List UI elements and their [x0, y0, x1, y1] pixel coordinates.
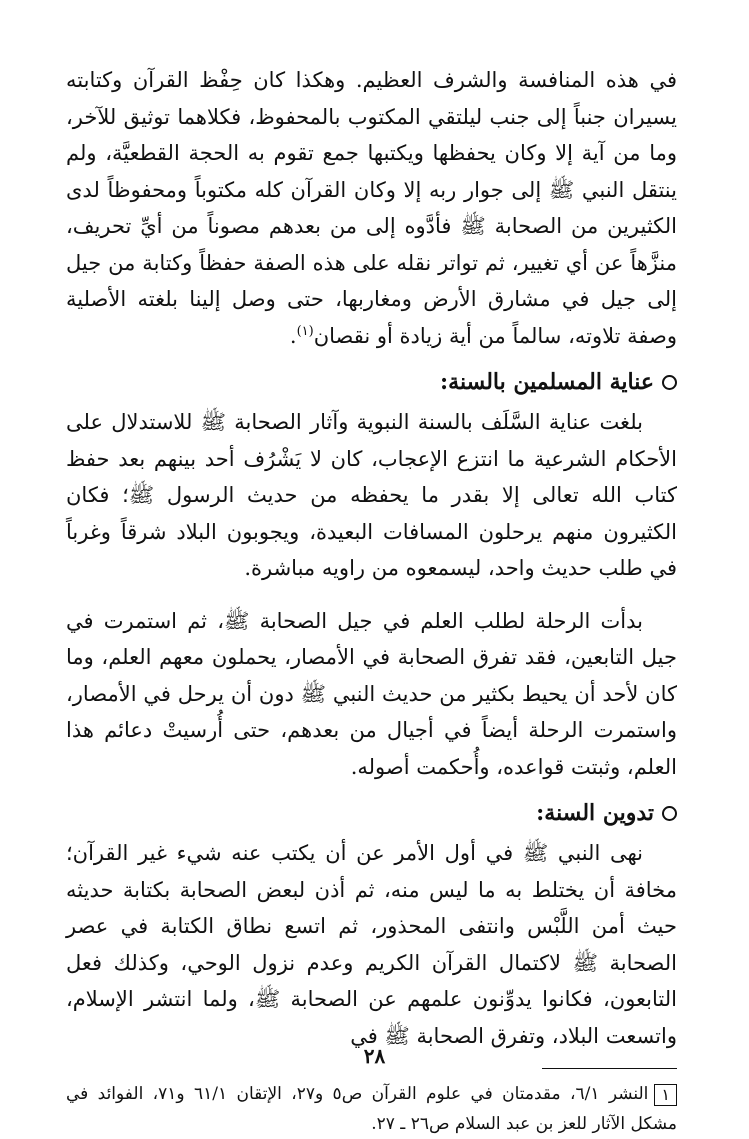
- section-heading-sunnah-recording: [66, 795, 677, 831]
- intro-text: في هذه المنافسة والشرف العظيم. وهكذا كان حِفْظ القرآن وكتابته يسيران جنباً إلى جنب ليلتقي المكتوب بالمحفوظ، فكلاهما توثيق للآخر، وما من آية إلا وكان يحفظها ويكتبها جمع تقوم به الحجة القطعيَّة، ولم ينتقل النبي ﷺ إلى جوار ربه إلا وكان القرآن كله مكتوباً ومحفوظاً لدى الكثيرين من الصحابة ﷺ فأدَّوه إلى من بعدهم مصوناً من أيِّ تحريف، منزَّهاً عن أي تغيير، ثم تواتر نقله على هذه الصفة حفظاً وكتابة من جيل إلى جيل في مشارق الأرض ومغاربها، حتى وصل إلينا بلغته الأصلية وصفة تلاوته، سالماً من أية زيادة أو نقصان: [66, 68, 677, 348]
- paragraph: نهى النبي ﷺ في أول الأمر عن أن يكتب عنه شيء غير القرآن؛ مخافة أن يختلط به ما ليس منه، ثم أذن لبعض الصحابة بكتابة حديثه حيث أمن اللَّبْس وانتفى المحذور، ثم اتسع نطاق الكتابة في عصر الصحابة ﷺ لاكتمال القرآن الكريم وعدم نزول الوحي، وكذلك فعل التابعون، فكانوا يدوِّنون علمهم عن الصحابة ﷺ، ولما انتشر الإسلام، واتسعت البلاد، وتفرق الصحابة ﷺ في: [66, 841, 677, 1048]
- page-number: ٢٨: [363, 1044, 386, 1068]
- intro-end: .: [289, 323, 297, 348]
- circle-bullet-icon: [662, 806, 677, 821]
- footnote-marker: ١: [654, 1084, 677, 1106]
- footnote: [66, 1079, 677, 1139]
- section-heading-sunnah-care: [66, 364, 677, 400]
- section-heading-text: عناية المسلمين بالسنة:: [440, 369, 654, 395]
- paragraph: بدأت الرحلة لطلب العلم في جيل الصحابة ﷺ، ثم استمرت في جيل التابعين، فقد تفرق الصحابة في الأمصار، يحملون معهم العلم، وما كان لأحد أن يحيط بكثير من حديث النبي ﷺ دون أن يرحل في الأمصار، واستمرت الرحلة أيضاً في أجيال من بعدهم، حتى أُرسيتْ دعائم هذا العلم، وثبتت قواعده، وأُحكمت أصوله.: [66, 608, 677, 779]
- section-heading-text: تدوين السنة:: [536, 800, 654, 826]
- intro-paragraph: [66, 62, 677, 354]
- footnote-text: النشر ٦/١، مقدمتان في علوم القرآن ص٥ و٢٧، الإتقان ٦١/١ و٧١، الفوائد في مشكل الآثار للعز بن عبد السلام ص٢٦ ـ ٢٧.: [66, 1084, 677, 1134]
- footnote-reference[interactable]: (١): [296, 323, 314, 339]
- circle-bullet-icon: [662, 375, 677, 390]
- paragraph: بلغت عناية السَّلَف بالسنة النبوية وآثار الصحابة ﷺ للاستدلال على الأحكام الشرعية ما انتزع الإعجاب، كان لا يَشْرُف أحد بينهم بعد حفظ كتاب الله تعالى إلا بقدر ما يحفظه من حديث الرسول ﷺ؛ فكان الكثيرون منهم يرحلون المسافات البعيدة، ويجوبون البلاد شرقاً وغرباً في طلب حديث واحد، ليسمعوه من راويه مباشرة.: [66, 410, 677, 580]
- footnote-divider: [542, 1068, 677, 1069]
